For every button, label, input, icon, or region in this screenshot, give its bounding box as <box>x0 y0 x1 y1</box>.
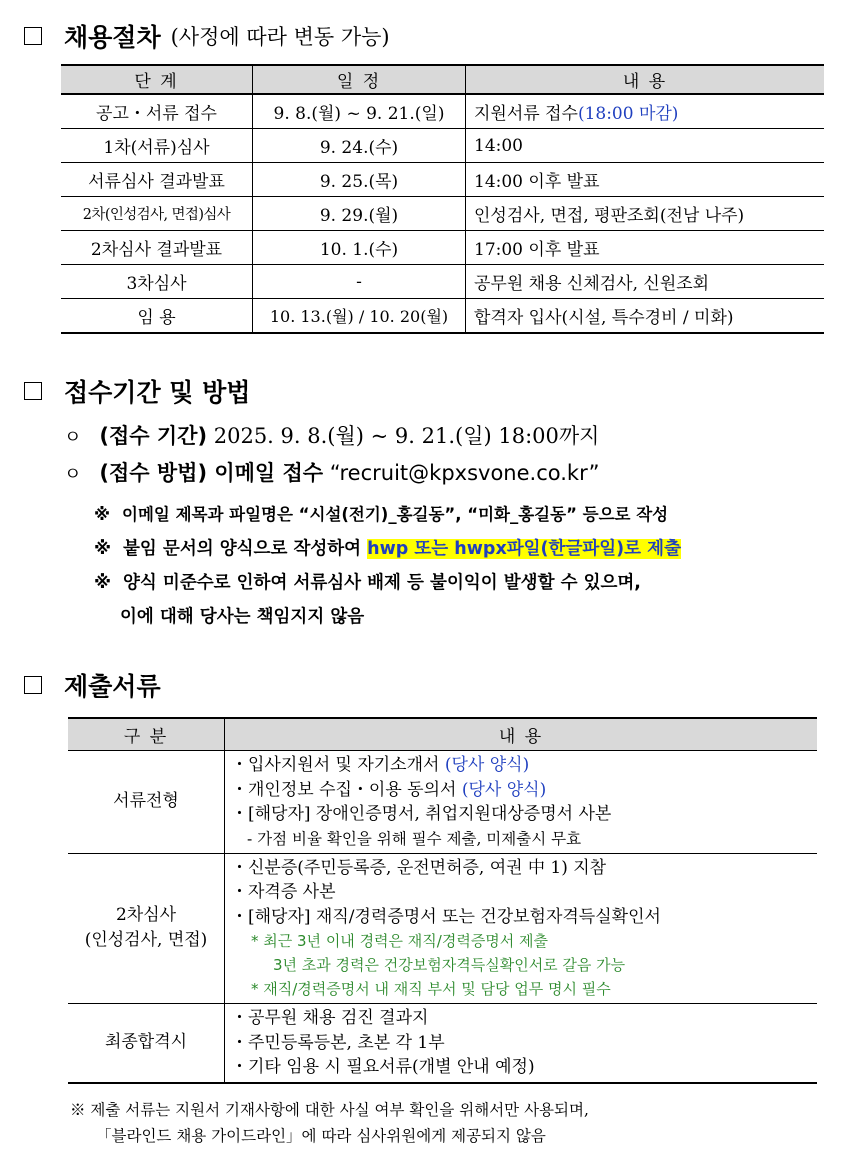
note-text: 이에 대해 당사는 책임지지 않음 <box>120 607 365 627</box>
list-item: ・입사지원서 및 자기소개서 (당사 양식) <box>231 755 530 775</box>
category-cell: 최종합격시 <box>68 1004 225 1083</box>
date-cell: 9. 8.(월) ~ 9. 21.(일) <box>253 94 466 129</box>
content-cell: 합격자 입사(시설, 특수경비 / 미화) <box>466 299 825 334</box>
section-title: 채용절차 <box>64 23 161 52</box>
table-row <box>61 163 824 197</box>
table-row <box>61 129 824 163</box>
header-content: 내 용 <box>466 65 825 94</box>
footer-note: 「블라인드 채용 가이드라인」에 따라 심사위원에게 제공되지 않음 <box>96 1127 546 1145</box>
table-row <box>68 751 817 854</box>
content-cell: 14:00 <box>466 129 825 163</box>
content-cell: 인성검사, 면접, 평판조회(전남 나주) <box>466 197 825 231</box>
table-header-row <box>68 718 817 751</box>
period-bullet <box>64 420 599 450</box>
list-subitem: * 최근 3년 이내 경력은 재직/경력증명서 제출 <box>251 932 549 950</box>
table-row <box>61 231 824 265</box>
list-item: ・[해당자] 재직/경력증명서 또는 건강보험자격득실확인서 <box>231 906 661 927</box>
schedule-table <box>61 64 824 334</box>
header-category: 구 분 <box>68 718 225 751</box>
note-line <box>94 535 681 560</box>
content-text: 지원서류 접수 <box>474 104 578 124</box>
note-mark-icon: ※ <box>94 573 112 593</box>
table-row <box>61 265 824 299</box>
table-row <box>61 197 824 231</box>
date-cell: 9. 24.(수) <box>253 129 466 163</box>
list-subitem: 3년 초과 경력은 건강보험자격득실확인서로 갈음 가능 <box>273 956 626 974</box>
period-label: (접수 기간) <box>99 424 208 448</box>
category-cell: 서류전형 <box>68 751 225 854</box>
section-title: 접수기간 및 방법 <box>64 378 251 407</box>
highlighted-text: hwp 또는 hwpx파일(한글파일)로 제출 <box>367 539 681 559</box>
list-item: ・개인정보 수집・이용 동의서 (당사 양식) <box>231 779 547 800</box>
note-line <box>94 569 641 594</box>
deadline-text: (18:00 마감) <box>577 104 679 124</box>
date-cell: - <box>253 265 466 299</box>
list-item: ・자격증 사본 <box>231 882 336 902</box>
note-mark-icon: ※ <box>94 539 112 559</box>
method-bullet <box>64 457 599 487</box>
list-subitem: * 재직/경력증명서 내 재직 부서 및 담당 업무 명시 필수 <box>251 980 611 998</box>
circle-bullet-icon: ㅇ <box>64 464 82 485</box>
stage-cell: 1차(서류)심사 <box>61 129 253 163</box>
table-row <box>68 853 817 1004</box>
stage-cell: 3차심사 <box>61 265 253 299</box>
stage-cell: 2차(인성검사, 면접)심사 <box>61 197 253 231</box>
circle-bullet-icon: ㅇ <box>64 427 82 448</box>
note-text: 이메일 제목과 파일명은 “시설(전기)_홍길동”, “미화_홍길동” 등으로 작성 <box>122 505 669 524</box>
list-item: ・신분증(주민등록증, 운전면허증, 여권 中 1) 지참 <box>231 857 607 878</box>
note-line <box>120 603 364 628</box>
list-subitem: - 가점 비율 확인을 위해 필수 제출, 미제출시 무효 <box>247 829 582 848</box>
section-documents <box>24 667 161 703</box>
stage-cell: 공고・서류 접수 <box>61 94 253 129</box>
date-cell: 9. 29.(월) <box>253 197 466 231</box>
list-item: ・공무원 채용 검진 결과지 <box>231 1008 429 1028</box>
section-application <box>24 373 250 409</box>
list-item: ・기타 임용 시 필요서류(개별 안내 예정) <box>231 1057 535 1077</box>
header-content: 내 용 <box>225 718 818 751</box>
stage-cell: 2차심사 결과발표 <box>61 231 253 265</box>
method-label: (접수 방법) 이메일 접수 <box>99 461 324 485</box>
stage-cell: 서류심사 결과발표 <box>61 163 253 197</box>
table-row <box>61 299 824 334</box>
content-cell: 공무원 채용 신체검사, 신원조회 <box>466 265 825 299</box>
date-cell: 10. 1.(수) <box>253 231 466 265</box>
date-cell: 9. 25.(목) <box>253 163 466 197</box>
category-cell: 2차심사 (인성검사, 면접) <box>68 853 225 1004</box>
section-recruit-process <box>24 18 390 54</box>
content-cell: 17:00 이후 발표 <box>466 231 825 265</box>
footer-note: ※ 제출 서류는 지원서 기재사항에 대한 사실 여부 확인을 위해서만 사용되며, <box>70 1101 589 1119</box>
note-text: 양식 미준수로 인하여 서류심사 배제 등 불이익이 발생할 수 있으며, <box>123 573 641 593</box>
note-text: 붙임 문서의 양식으로 작성하여 <box>123 539 362 559</box>
table-row <box>61 94 824 129</box>
stage-cell: 임 용 <box>61 299 253 334</box>
content-cell: 14:00 이후 발표 <box>466 163 825 197</box>
content-cell <box>466 94 825 129</box>
note-line <box>94 501 668 525</box>
content-cell <box>225 1004 818 1083</box>
header-stage: 단 계 <box>61 65 253 94</box>
table-header-row <box>61 65 824 94</box>
list-item: ・주민등록등본, 초본 각 1부 <box>231 1032 445 1053</box>
table-row <box>68 1004 817 1083</box>
section-title: 제출서류 <box>64 672 161 701</box>
section-note: (사정에 따라 변동 가능) <box>170 25 390 49</box>
period-value: 2025. 9. 8.(월) ~ 9. 21.(일) 18:00까지 <box>213 424 600 448</box>
content-cell <box>225 853 818 1004</box>
checkbox-icon <box>24 676 42 694</box>
checkbox-icon <box>24 27 42 45</box>
checkbox-icon <box>24 382 42 400</box>
note-mark-icon: ※ <box>94 505 111 524</box>
content-cell <box>225 751 818 854</box>
documents-table <box>68 717 817 1084</box>
date-cell: 10. 13.(월) / 10. 20(월) <box>253 299 466 334</box>
header-date: 일 정 <box>253 65 466 94</box>
list-item: ・[해당자] 장애인증명서, 취업지원대상증명서 사본 <box>231 804 612 824</box>
email-address: “recruit@kpxsvone.co.kr” <box>329 461 600 485</box>
